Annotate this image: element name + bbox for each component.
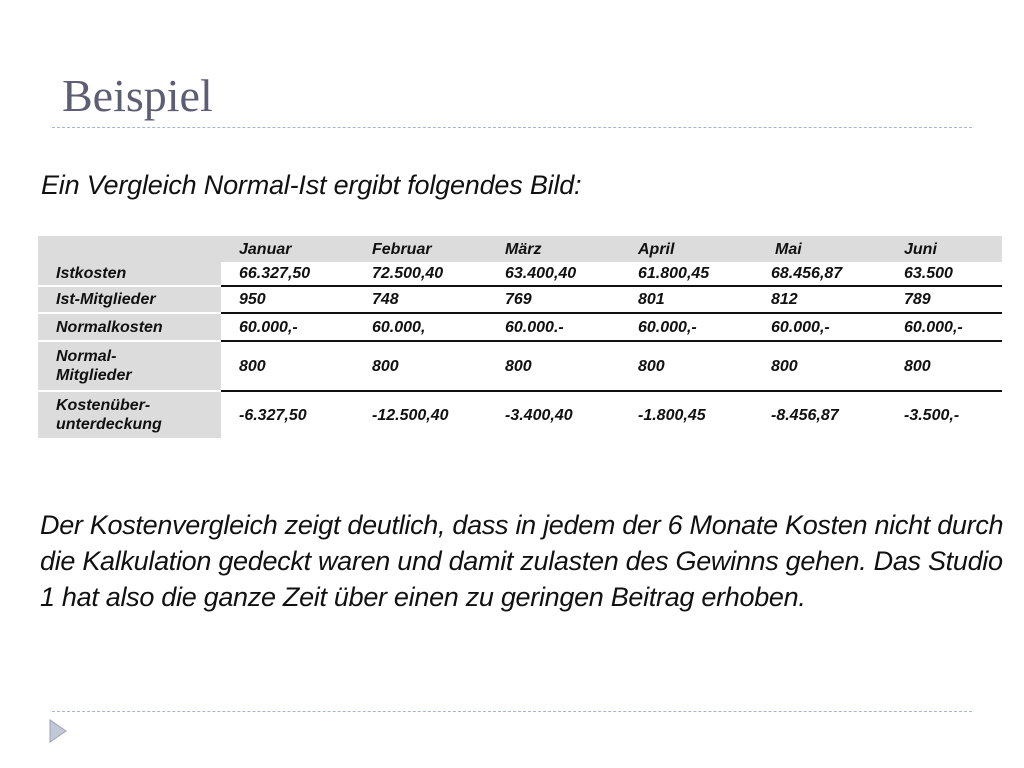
table-cell: 72.500,40 [354,262,487,286]
row-label [38,391,221,438]
triangle-right-icon [48,718,68,749]
header-month: April [620,236,753,262]
table-cell: 60.000,- [886,313,1002,341]
table-cell: -6.327,50 [239,406,307,424]
table-cell: 812 [753,286,886,313]
table-cell: 800 [221,341,354,391]
row-label-line: Kostenüber- [56,397,151,414]
header-month: März [487,236,620,262]
table-cell: -3.500,- [904,406,960,424]
slide-title: Beispiel [62,70,213,121]
table-cell: 800 [753,341,886,391]
table-cell: 60.000,- [753,313,886,341]
conclusion-text: Der Kostenvergleich zeigt deutlich, dass in jedem der 6 Monate Kosten nicht durch die Kalkulation gedeckt waren und damit zulasten des Gewinns gehen. Das Studio 1 hat also die ganze Zeit über einen zu geringen Beitrag erhoben. [40,510,1004,612]
row-label-line: Mitglieder [56,367,132,384]
table-cell: -1.800,45 [638,406,706,424]
table-cell: -8.456,87 [771,406,839,424]
table-cell: 800 [886,341,1002,391]
row-label: Istkosten [38,262,221,286]
header-month: Juni [886,236,1002,262]
table-cell: 748 [354,286,487,313]
table-header-row [38,236,1002,262]
row-label: Ist-Mitglieder [38,286,221,313]
title-divider [52,127,972,128]
table-cell: 60.000,- [620,313,753,341]
table-cell: 60.000,- [221,313,354,341]
table-row [38,286,1002,313]
table-cell: 61.800,45 [620,262,753,286]
intro-text: Ein Vergleich Normal-Ist ergibt folgendes Bild: [41,170,582,200]
header-corner [38,236,221,262]
footer-divider [52,711,972,712]
table-row [38,313,1002,341]
table-cell: 800 [354,341,487,391]
table-cell: 63.500 [886,262,1002,286]
header-month: Januar [221,236,354,262]
row-label: Normalkosten [38,313,221,341]
comparison-table [38,236,1002,438]
table-cell: 789 [886,286,1002,313]
table-row [38,391,1002,438]
row-label-line: unterdeckung [56,416,162,433]
header-month: Februar [354,236,487,262]
row-label-line: Normal- [56,348,117,365]
header-month: Mai [753,236,886,262]
table-row [38,341,1002,391]
table-cell: 950 [221,286,354,313]
table-cell: 68.456,87 [753,262,886,286]
table-cell: 801 [620,286,753,313]
table-cell: 66.327,50 [221,262,354,286]
table-cell: 63.400,40 [487,262,620,286]
table-cell: 800 [487,341,620,391]
table-cell: 60.000.- [487,313,620,341]
table-cell: 769 [487,286,620,313]
table-row [38,262,1002,286]
row-label [38,341,221,391]
table-cell: -12.500,40 [372,406,449,424]
table-cell: -3.400,40 [505,406,573,424]
table-cell: 800 [620,341,753,391]
table-cell: 60.000, [354,313,487,341]
